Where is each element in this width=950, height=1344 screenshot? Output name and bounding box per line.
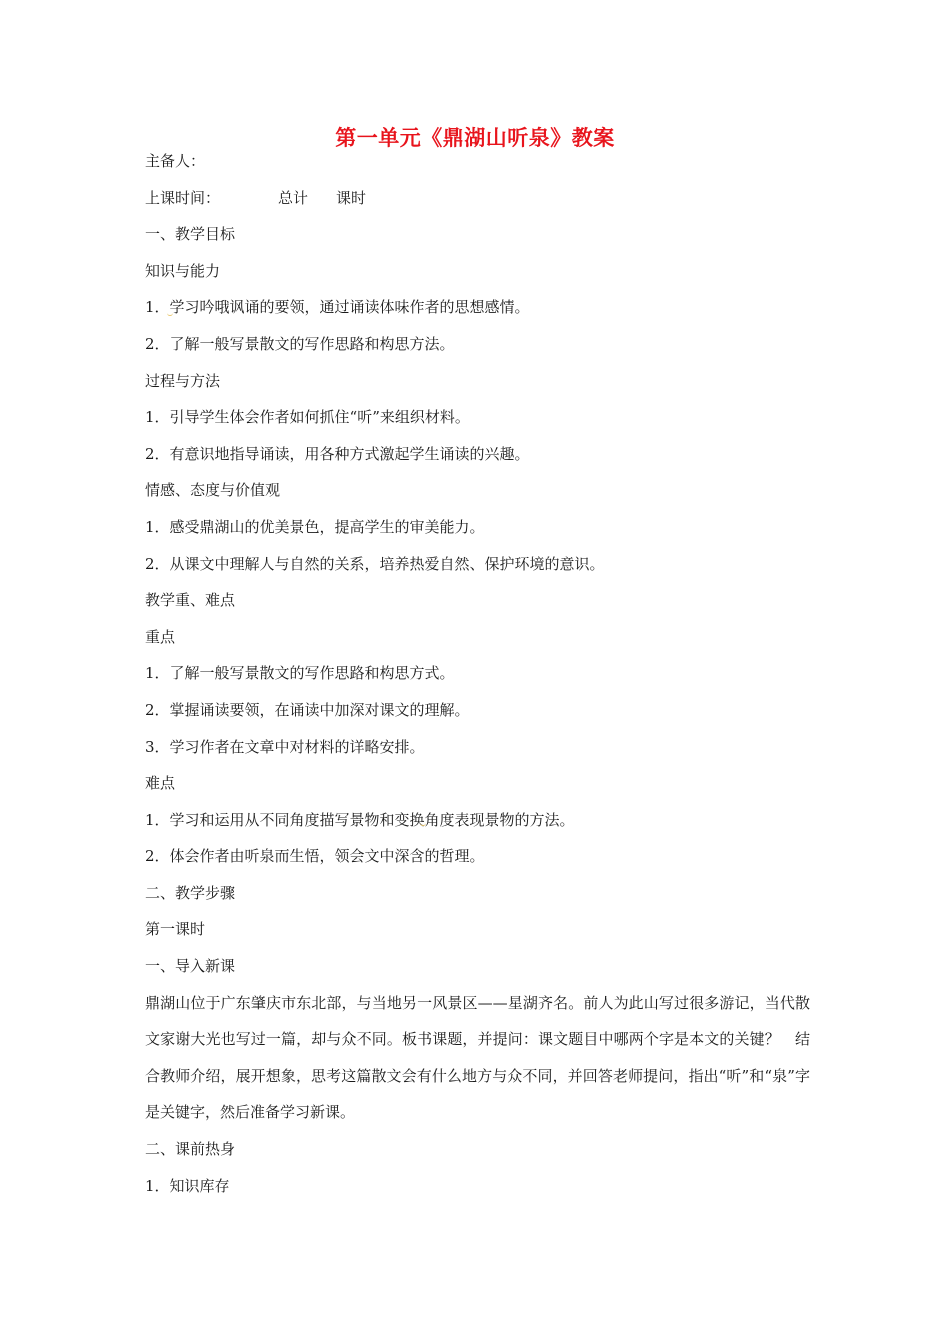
schedule-hours: 课时 <box>336 188 367 207</box>
list-item: 2．了解一般写景散文的写作思路和构思方法。 <box>145 334 455 353</box>
list-item: 2．有意识地指导诵读，用各种方式激起学生诵读的兴趣。 <box>145 444 530 463</box>
list-item: 1．感受鼎湖山的优美景色，提高学生的审美能力。 <box>145 517 485 536</box>
list-item: 1．引导学生体会作者如何抓住“听”来组织材料。 <box>145 408 470 427</box>
list-item: 1．学习吟哦讽诵的要领，通过诵读体味作者的思想感情。 <box>145 298 530 317</box>
section-heading: 一、教学目标 <box>145 225 236 244</box>
subsection-heading: 重点 <box>145 627 176 646</box>
list-item: 3．学习作者在文章中对材料的详略安排。 <box>145 737 425 756</box>
subsection-heading: 第一课时 <box>145 920 206 939</box>
preparer-line: 主备人： <box>145 152 206 170</box>
section-heading: 二、教学步骤 <box>145 883 236 902</box>
list-item: 1．了解一般写景散文的写作思路和构思方式。 <box>145 664 455 683</box>
subsection-heading: 情感、态度与价值观 <box>145 481 281 500</box>
list-item: 1．学习和运用从不同角度描写景物和变换角度表现景物的方法。 <box>145 810 575 829</box>
subsection-heading: 教学重、难点 <box>145 591 236 610</box>
list-item: 2．掌握诵读要领，在诵读中加深对课文的理解。 <box>145 700 470 719</box>
list-item: 1．知识库存 <box>145 1176 230 1195</box>
list-item: 2．从课文中理解人与自然的关系，培养热爱自然、保护环境的意识。 <box>145 554 605 573</box>
subsection-heading: 知识与能力 <box>145 261 221 280</box>
document-title: 第一单元《鼎湖山听泉》教案 <box>335 125 615 150</box>
subsection-heading: 难点 <box>145 774 176 793</box>
schedule-label: 上课时间： <box>145 188 221 207</box>
document-body <box>145 152 810 1213</box>
list-item: 2．体会作者由听泉而生悟，领会文中深含的哲理。 <box>145 847 485 866</box>
subsection-heading: 过程与方法 <box>145 371 221 390</box>
section-heading: 二、课前热身 <box>145 1140 236 1159</box>
schedule-total: 总计 <box>278 188 309 207</box>
subsection-heading: 一、导入新课 <box>145 957 236 976</box>
intro-paragraph: 鼎湖山位于广东肇庆市东北部，与当地另一风景区——星湖齐名。前人为此山写过很多游记，当代散文家谢大光也写过一篇，却与众不同。板书课题，并提问：课文题目中哪两个字是本文的关键？ 结合教师介绍，展开想象，思考这篇散文会有什么地方与众不同，并回答老师提问，指出“听”和“泉”字是关键字，然后准备学习新课。 <box>145 993 810 1122</box>
schedule-line <box>145 189 810 207</box>
